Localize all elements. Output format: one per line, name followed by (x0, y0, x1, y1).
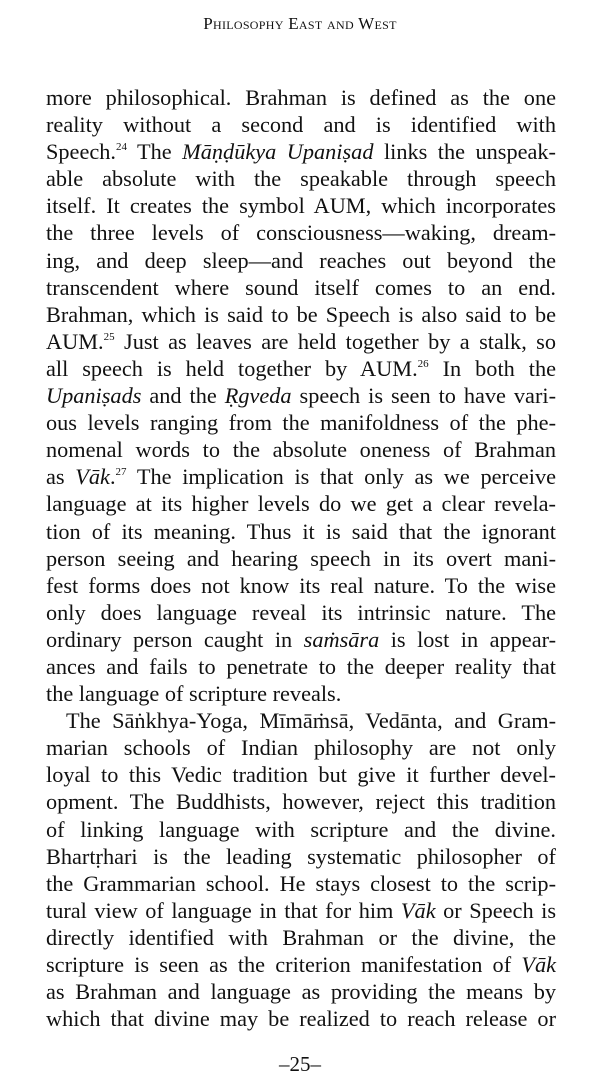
text-line (46, 463, 556, 490)
text-line (46, 355, 556, 382)
text-run: The (126, 139, 183, 165)
text-line (46, 924, 556, 951)
text-run: opment. The Buddhists, however, reject this tradition (46, 789, 556, 815)
text-run: tion of its meaning. Thus it is said that the ignorant (46, 518, 556, 544)
text-line (46, 192, 556, 219)
text-line (46, 247, 556, 274)
italic-term: Vāk (400, 897, 436, 923)
text-run: In both the (428, 355, 556, 381)
text-run: Just as leaves are held together by a stalk, so (114, 328, 556, 354)
text-run: fest forms does not know its real nature. To the wise (46, 572, 556, 598)
text-run: ing, and deep sleep—and reaches out beyond the (46, 247, 556, 273)
footnote-ref: 24 (115, 141, 127, 154)
text-run: ordinary person caught in (46, 626, 304, 652)
text-run: itself. It creates the symbol AUM, which incorporates (46, 193, 556, 219)
text-line (46, 436, 556, 463)
text-line (46, 761, 556, 788)
text-line (46, 490, 556, 517)
text-run: person seeing and hearing speech in its overt mani- (46, 545, 556, 571)
page-number: –25– (279, 1052, 321, 1076)
text-line (46, 572, 556, 599)
text-line (46, 870, 556, 897)
text-run: the Grammarian school. He stays closest to the scrip- (46, 870, 556, 896)
text-run: . (109, 464, 116, 490)
text-line (46, 788, 556, 815)
text-run: loyal to this Vedic tradition but give it further devel- (46, 762, 556, 788)
text-line (46, 816, 556, 843)
text-run: scripture is seen as the criterion manifestation of (46, 952, 522, 977)
text-run: reality without a second and is identified with (46, 112, 556, 138)
footnote-ref: 27 (115, 466, 127, 479)
text-line (46, 599, 556, 626)
text-line (46, 409, 556, 436)
text-run: as (46, 464, 76, 490)
text-run: the language of scripture reveals. (46, 681, 342, 707)
text-run: ances and fails to penetrate to the deeper reality that (46, 653, 556, 679)
text-line (46, 707, 556, 734)
text-line (46, 165, 556, 192)
italic-term: Ṛgveda (224, 383, 292, 409)
text-run: marian schools of Indian philosophy are not only (46, 735, 556, 761)
text-run: Bhartṛhari is the leading systematic philosopher of (46, 843, 556, 869)
text-line (46, 897, 556, 924)
text-line (46, 138, 556, 165)
text-run: the three levels of consciousness—waking, dream- (46, 220, 556, 246)
text-run: Speech. (46, 139, 116, 165)
body-text (46, 84, 556, 1032)
text-run: Brahman, which is said to be Speech is also said to be (46, 301, 556, 327)
text-line (46, 84, 556, 111)
text-line (46, 382, 556, 409)
text-run: The Sāṅkhya-Yoga, Mīmāṁsā, Vedānta, and Gram- (66, 708, 556, 734)
text-run: all speech is held together by AUM. (46, 355, 418, 381)
text-line (46, 626, 556, 653)
text-line (46, 978, 556, 1005)
text-run: The implication is that only as we perceive (126, 464, 556, 490)
text-run: able absolute with the speakable through speech (46, 166, 556, 192)
text-run: tural view of language in that for him (46, 897, 401, 923)
italic-term: saṁsāra (303, 626, 380, 652)
footnote-ref: 25 (103, 330, 115, 343)
text-line (46, 951, 556, 978)
footnote-ref: 26 (417, 357, 429, 370)
text-line (46, 680, 556, 707)
text-run: and the (141, 383, 225, 409)
text-run: nomenal words to the absolute oneness of Brahman (46, 437, 556, 463)
text-run: directly identified with Brahman or the divine, the (46, 924, 556, 950)
text-run: which that divine may be realized to reach release or (46, 1006, 556, 1032)
text-line (46, 219, 556, 246)
italic-term: Vāk (521, 952, 556, 977)
italic-term: Māṇḍūkya Upaniṣad (182, 139, 374, 165)
running-header: Philosophy East and West (203, 14, 397, 33)
text-run: AUM. (46, 328, 104, 354)
text-run: or Speech is (435, 897, 556, 923)
text-line (46, 734, 556, 761)
text-line (46, 1005, 556, 1032)
text-line (46, 653, 556, 680)
italic-term: Vāk (75, 464, 110, 490)
text-line (46, 843, 556, 870)
text-line (46, 274, 556, 301)
text-line (46, 545, 556, 572)
text-run: only does language reveal its intrinsic nature. The (46, 599, 556, 625)
text-line (46, 518, 556, 545)
text-run: language at its higher levels do we get a clear revela- (46, 491, 556, 517)
text-run: links the unspeak- (373, 139, 556, 165)
text-line (46, 111, 556, 138)
text-run: speech is seen to have vari- (291, 383, 557, 409)
text-line (46, 328, 556, 355)
text-run: more philosophical. Brahman is defined as the one (46, 85, 556, 110)
text-run: transcendent where sound itself comes to an end. (46, 274, 556, 300)
text-line (46, 301, 556, 328)
text-run: is lost in appear- (379, 626, 556, 652)
text-run: as Brahman and language as providing the means by (46, 979, 556, 1005)
italic-term: Upaniṣads (46, 383, 142, 409)
text-run: ous levels ranging from the manifoldness of the phe- (46, 410, 556, 436)
text-run: of linking language with scripture and the divine. (46, 816, 556, 842)
